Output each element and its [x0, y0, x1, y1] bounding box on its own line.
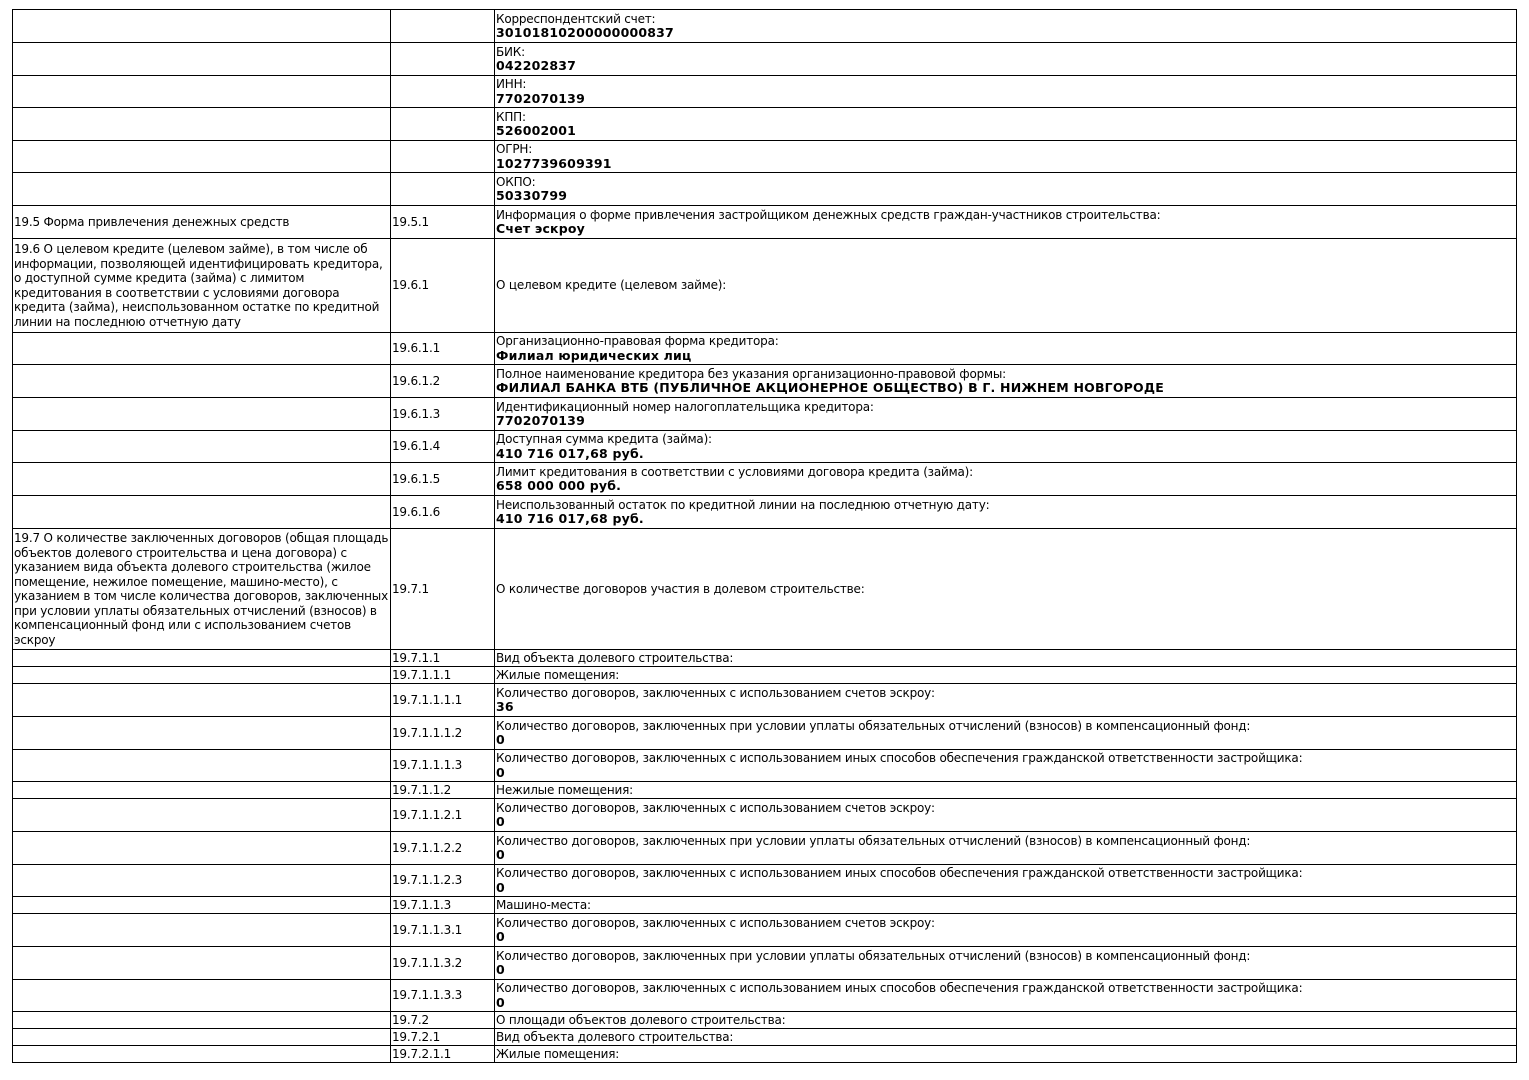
item-code: 19.7.1.1.2	[391, 782, 495, 799]
item-content	[495, 108, 1517, 141]
item-label: О количестве договоров участия в долевом строительстве:	[496, 581, 865, 596]
table-row	[13, 865, 1517, 897]
item-content	[495, 1012, 1517, 1029]
item-label: Жилые помещения:	[496, 1046, 620, 1061]
table-row	[13, 750, 1517, 782]
table-row	[13, 650, 1517, 667]
disclosure-table-body	[13, 10, 1517, 1063]
table-row	[13, 76, 1517, 108]
item-label: О целевом кредите (целевом займе):	[496, 278, 727, 293]
item-value: 0	[496, 847, 505, 862]
table-row	[13, 431, 1517, 463]
section-cell	[13, 980, 391, 1012]
item-label: КПП:	[496, 109, 526, 124]
section-cell	[13, 76, 391, 108]
item-label: Машино-места:	[496, 897, 591, 912]
section-cell	[13, 717, 391, 750]
item-content	[495, 431, 1517, 463]
item-value: 658 000 000 руб.	[496, 478, 622, 493]
item-label: Количество договоров, заключенных с использованием счетов эскроу:	[496, 915, 935, 930]
item-code: 19.7.2.1	[391, 1029, 495, 1046]
table-row	[13, 365, 1517, 398]
table-row	[13, 1029, 1517, 1046]
table-row	[13, 717, 1517, 750]
item-content	[495, 398, 1517, 431]
table-row	[13, 897, 1517, 914]
table-row	[13, 529, 1517, 650]
item-code	[391, 173, 495, 206]
item-code: 19.6.1	[391, 239, 495, 333]
item-label: Количество договоров, заключенных при условии уплаты обязательных отчислений (взносов) в компенсационный фонд:	[496, 948, 1251, 963]
item-content	[495, 365, 1517, 398]
table-row	[13, 980, 1517, 1012]
item-content	[495, 463, 1517, 496]
item-label: Корреспондентский счет:	[496, 11, 656, 26]
table-row	[13, 667, 1517, 684]
item-label: Количество договоров, заключенных с использованием иных способов обеспечения гражданской ответственности застройщика:	[496, 866, 1303, 880]
table-row	[13, 1046, 1517, 1063]
item-content	[495, 832, 1517, 865]
section-cell	[13, 496, 391, 529]
item-code: 19.7.1.1.3	[391, 897, 495, 914]
section-cell	[13, 1029, 391, 1046]
table-row	[13, 141, 1517, 173]
item-content	[495, 76, 1517, 108]
item-value: 7702070139	[496, 90, 585, 106]
table-row	[13, 1012, 1517, 1029]
item-value: Счет эскроу	[496, 221, 586, 236]
item-label: Количество договоров, заключенных с использованием счетов эскроу:	[496, 800, 935, 815]
section-cell	[13, 799, 391, 832]
item-label: Вид объекта долевого строительства:	[496, 650, 734, 665]
section-cell	[13, 1046, 391, 1063]
section-cell	[13, 398, 391, 431]
item-content	[495, 865, 1517, 897]
item-code: 19.6.1.3	[391, 398, 495, 431]
item-label: Жилые помещения:	[496, 667, 620, 682]
section-cell	[13, 365, 391, 398]
table-row	[13, 333, 1517, 365]
section-cell	[13, 10, 391, 43]
item-label: ОГРН:	[496, 142, 533, 156]
item-value: 1027739609391	[496, 155, 612, 171]
item-code: 19.7.1.1.2.1	[391, 799, 495, 832]
item-content	[495, 1046, 1517, 1063]
item-value: 0	[496, 962, 505, 977]
item-label: Неиспользованный остаток по кредитной линии на последнюю отчетную дату:	[496, 497, 990, 512]
item-value: 7702070139	[496, 413, 585, 428]
section-cell	[13, 463, 391, 496]
item-code: 19.7.1.1.1.2	[391, 717, 495, 750]
section-cell	[13, 108, 391, 141]
item-code: 19.7.1.1.3.1	[391, 914, 495, 947]
section-cell	[13, 650, 391, 667]
item-content	[495, 206, 1517, 239]
item-value: 410 716 017,68 руб.	[496, 445, 644, 461]
section-title: 19.6 О целевом кредите (целевом займе), в том числе об информации, позволяющей идентифицировать кредитора, о доступной сумме кредита (займа) с лимитом кредитования в соответствии с условиями договора кредита (займа), неиспользованном остатке по кредитной линии на последнюю отчетную дату	[14, 242, 383, 329]
item-code: 19.6.1.4	[391, 431, 495, 463]
section-cell	[13, 529, 391, 650]
item-code: 19.7.2.1.1	[391, 1046, 495, 1063]
section-cell	[13, 141, 391, 173]
item-content	[495, 947, 1517, 980]
section-cell	[13, 914, 391, 947]
item-code	[391, 76, 495, 108]
item-content	[495, 667, 1517, 684]
section-cell	[13, 239, 391, 333]
item-value: 0	[496, 764, 505, 780]
item-content	[495, 897, 1517, 914]
item-value: ФИЛИАЛ БАНКА ВТБ (ПУБЛИЧНОЕ АКЦИОНЕРНОЕ ОБЩЕСТВО) В Г. НИЖНЕМ НОВГОРОДЕ	[496, 380, 1164, 395]
table-row	[13, 463, 1517, 496]
item-code: 19.7.1.1.1	[391, 667, 495, 684]
item-code: 19.5.1	[391, 206, 495, 239]
table-row	[13, 947, 1517, 980]
item-value: 0	[496, 814, 505, 829]
item-code: 19.7.1.1.1.3	[391, 750, 495, 782]
section-cell	[13, 782, 391, 799]
item-code: 19.6.1.1	[391, 333, 495, 365]
item-code: 19.6.1.6	[391, 496, 495, 529]
item-code	[391, 10, 495, 43]
item-code: 19.7.1.1	[391, 650, 495, 667]
table-row	[13, 496, 1517, 529]
table-row	[13, 832, 1517, 865]
section-cell	[13, 684, 391, 717]
item-code: 19.7.1	[391, 529, 495, 650]
item-label: ОКПО:	[496, 174, 536, 189]
table-row	[13, 206, 1517, 239]
section-cell	[13, 333, 391, 365]
item-content	[495, 141, 1517, 173]
item-value: 0	[496, 879, 505, 895]
item-label: Лимит кредитования в соответствии с условиями договора кредита (займа):	[496, 464, 973, 479]
item-label: Организационно-правовая форма кредитора:	[496, 334, 779, 348]
table-row	[13, 684, 1517, 717]
item-value: 50330799	[496, 188, 568, 203]
table-row	[13, 799, 1517, 832]
item-content	[495, 980, 1517, 1012]
item-code	[391, 108, 495, 141]
section-cell	[13, 865, 391, 897]
item-value: Филиал юридических лиц	[496, 347, 692, 363]
item-content	[495, 496, 1517, 529]
item-code	[391, 43, 495, 76]
section-cell	[13, 897, 391, 914]
item-code	[391, 141, 495, 173]
section-cell	[13, 947, 391, 980]
table-row	[13, 173, 1517, 206]
item-code: 19.7.1.1.2.3	[391, 865, 495, 897]
section-cell	[13, 431, 391, 463]
disclosure-table	[12, 9, 1517, 1063]
item-content	[495, 782, 1517, 799]
item-content	[495, 684, 1517, 717]
table-row	[13, 914, 1517, 947]
table-row	[13, 43, 1517, 76]
item-value: 0	[496, 994, 505, 1010]
item-content	[495, 650, 1517, 667]
item-label: Идентификационный номер налогоплательщика кредитора:	[496, 399, 874, 414]
item-content	[495, 1029, 1517, 1046]
item-value: 410 716 017,68 руб.	[496, 511, 644, 526]
section-cell	[13, 750, 391, 782]
section-title: 19.7 О количестве заключенных договоров (общая площадь объектов долевого строительства и цена договора) с указанием вида объекта долевого строительства (жилое помещение, нежилое помещение, машино-место), с указанием в том числе количества договоров, заключенных при условии уплаты обязательных отчислений (взносов) в компенсационный фонд или с использованием счетов эскроу	[14, 531, 389, 647]
item-content	[495, 717, 1517, 750]
item-label: Количество договоров, заключенных при условии уплаты обязательных отчислений (взносов) в компенсационный фонд:	[496, 718, 1251, 733]
table-row	[13, 108, 1517, 141]
section-cell	[13, 1012, 391, 1029]
item-label: О площади объектов долевого строительства:	[496, 1012, 786, 1027]
item-content	[495, 529, 1517, 650]
item-code: 19.7.1.1.3.2	[391, 947, 495, 980]
item-label: Вид объекта долевого строительства:	[496, 1029, 734, 1044]
item-label: Количество договоров, заключенных с использованием иных способов обеспечения гражданской ответственности застройщика:	[496, 981, 1303, 995]
item-value: 042202837	[496, 58, 577, 73]
item-value: 30101810200000000837	[496, 25, 674, 40]
item-label: Количество договоров, заключенных с использованием счетов эскроу:	[496, 685, 935, 700]
table-row	[13, 782, 1517, 799]
item-content	[495, 10, 1517, 43]
section-cell	[13, 43, 391, 76]
item-label: Количество договоров, заключенных с использованием иных способов обеспечения гражданской ответственности застройщика:	[496, 751, 1303, 765]
item-label: БИК:	[496, 44, 525, 59]
item-content	[495, 239, 1517, 333]
section-cell	[13, 832, 391, 865]
item-content	[495, 799, 1517, 832]
item-content	[495, 914, 1517, 947]
item-code: 19.7.2	[391, 1012, 495, 1029]
item-content	[495, 333, 1517, 365]
item-content	[495, 750, 1517, 782]
table-row	[13, 398, 1517, 431]
section-cell	[13, 206, 391, 239]
item-label: Полное наименование кредитора без указания организационно-правовой формы:	[496, 366, 1006, 381]
table-row	[13, 10, 1517, 43]
item-label: ИНН:	[496, 77, 527, 91]
item-value: 0	[496, 929, 505, 944]
item-code: 19.6.1.5	[391, 463, 495, 496]
section-cell	[13, 173, 391, 206]
item-code: 19.7.1.1.2.2	[391, 832, 495, 865]
table-row	[13, 239, 1517, 333]
item-value: 36	[496, 699, 514, 714]
item-label: Информация о форме привлечения застройщиком денежных средств граждан-участников строительства:	[496, 207, 1161, 222]
item-label: Нежилые помещения:	[496, 782, 633, 797]
item-value: 526002001	[496, 123, 577, 138]
item-code: 19.7.1.1.3.3	[391, 980, 495, 1012]
section-cell	[13, 667, 391, 684]
item-code: 19.6.1.2	[391, 365, 495, 398]
item-value: 0	[496, 732, 505, 747]
item-content	[495, 173, 1517, 206]
item-label: Количество договоров, заключенных при условии уплаты обязательных отчислений (взносов) в компенсационный фонд:	[496, 833, 1251, 848]
item-content	[495, 43, 1517, 76]
item-code: 19.7.1.1.1.1	[391, 684, 495, 717]
section-title: 19.5 Форма привлечения денежных средств	[14, 214, 290, 229]
item-label: Доступная сумма кредита (займа):	[496, 432, 712, 446]
